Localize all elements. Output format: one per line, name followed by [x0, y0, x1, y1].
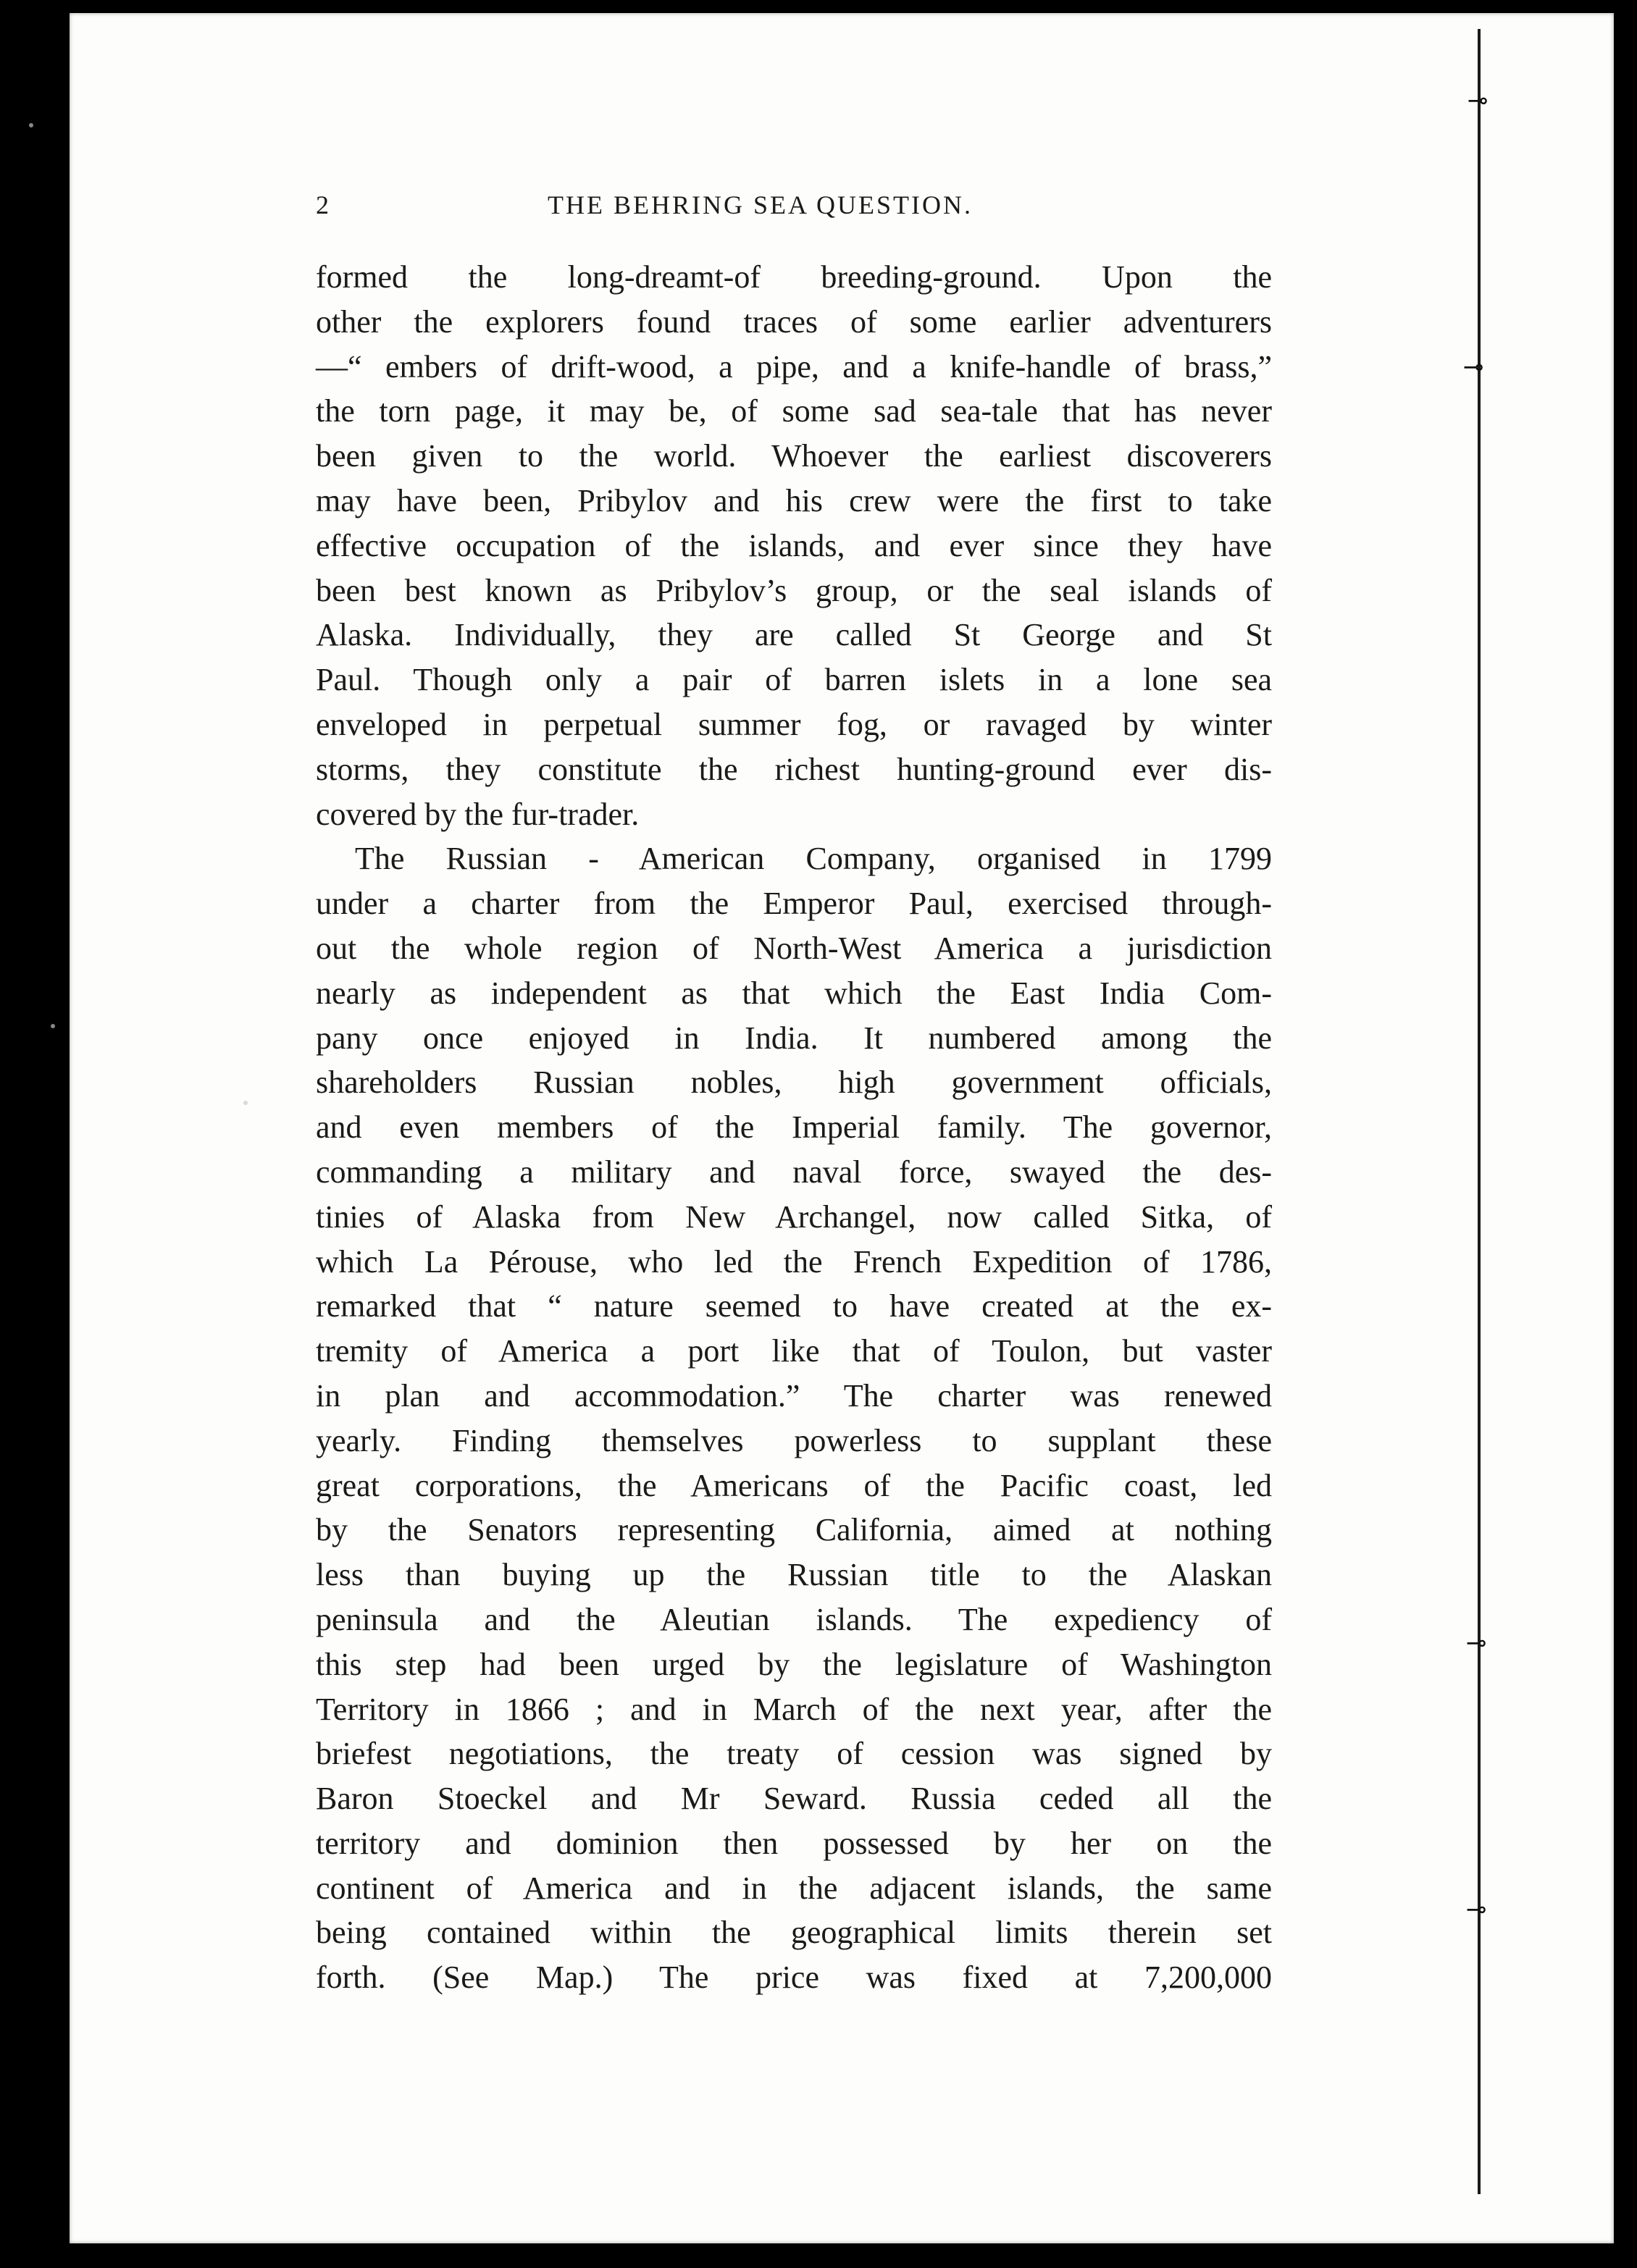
text-line: may have been, Pribylov and his crew were the first to take: [316, 482, 1272, 518]
margin-tick-icon: ⊸: [1466, 1629, 1487, 1658]
body-text: [316, 255, 1272, 2000]
text-line: forth. (See Map.) The price was fixed at 7,200,000: [316, 1960, 1272, 1996]
text-line: continent of America and in the adjacent islands, the same: [316, 1870, 1272, 1906]
scan-speck: [51, 1024, 55, 1028]
running-head: THE BEHRING SEA QUESTION.: [548, 190, 973, 219]
page-number: 2: [316, 190, 329, 219]
margin-tick-icon: ⊸: [1468, 86, 1489, 115]
text-line: this step had been urged by the legislature of Washington: [316, 1646, 1272, 1682]
text-line: and even members of the Imperial family. The governor,: [316, 1109, 1272, 1146]
text-line: tremity of America a port like that of Toulon, but vaster: [316, 1333, 1272, 1369]
text-line: yearly. Finding themselves powerless to supplant these: [316, 1422, 1272, 1458]
text-line: The Russian - American Company, organised in 1799: [355, 841, 1272, 877]
text-line: being contained within the geographical limits therein set: [316, 1915, 1272, 1951]
text-line: been best known as Pribylov’s group, or the seal islands of: [316, 572, 1272, 608]
text-line: remarked that “ nature seemed to have created at the ex-: [316, 1288, 1272, 1324]
scan-speck: [29, 123, 33, 127]
text-line: nearly as independent as that which the East India Com-: [316, 975, 1272, 1011]
text-line: —“ embers of drift-wood, a pipe, and a knife-handle of brass,”: [316, 348, 1272, 385]
text-line: covered by the fur-trader.: [316, 796, 640, 832]
text-line: commanding a military and naval force, swayed the des-: [316, 1154, 1272, 1190]
text-line: tinies of Alaska from New Archangel, now called Sitka, of: [316, 1198, 1272, 1235]
text-line: less than buying up the Russian title to the Alaskan: [316, 1557, 1272, 1593]
text-line: shareholders Russian nobles, high government officials,: [316, 1064, 1272, 1101]
text-line: Paul. Though only a pair of barren islets in a lone sea: [316, 662, 1272, 698]
text-line: enveloped in perpetual summer fog, or ravaged by winter: [316, 706, 1272, 742]
text-line: storms, they constitute the richest hunting-ground ever dis-: [316, 751, 1272, 787]
text-line: pany once enjoyed in India. It numbered among the: [316, 1020, 1272, 1056]
text-line: by the Senators representing California, aimed at nothing: [316, 1512, 1272, 1548]
text-line: Territory in 1866 ; and in March of the next year, after the: [316, 1691, 1272, 1727]
text-line: been given to the world. Whoever the earliest discoverers: [316, 438, 1272, 474]
text-line: formed the long-dreamt-of breeding-ground. Upon the: [316, 259, 1272, 295]
margin-tick-icon: ⊸: [1466, 1895, 1487, 1924]
text-line: which La Pérouse, who led the French Expedition of 1786,: [316, 1243, 1272, 1280]
margin-tick-icon: ⊸: [1463, 353, 1484, 382]
text-line: the torn page, it may be, of some sad sea-tale that has never: [316, 393, 1272, 429]
text-line: other the explorers found traces of some earlier adventurers: [316, 303, 1272, 340]
text-line: Alaska. Individually, they are called St George and St: [316, 617, 1272, 653]
text-line: territory and dominion then possessed by her on the: [316, 1825, 1272, 1861]
text-line: peninsula and the Aleutian islands. The expediency of: [316, 1601, 1272, 1637]
page-header: [316, 190, 1272, 226]
text-line: great corporations, the Americans of the Pacific coast, led: [316, 1467, 1272, 1503]
text-line: under a charter from the Emperor Paul, exercised through-: [316, 886, 1272, 922]
text-line: briefest negotiations, the treaty of cession was signed by: [316, 1736, 1272, 1772]
scan-speck: [243, 1101, 248, 1105]
text-line: Baron Stoeckel and Mr Seward. Russia ceded all the: [316, 1781, 1272, 1817]
text-line: in plan and accommodation.” The charter was renewed: [316, 1377, 1272, 1414]
text-line: effective occupation of the islands, and ever since they have: [316, 527, 1272, 563]
text-line: out the whole region of North-West America a jurisdiction: [316, 930, 1272, 966]
